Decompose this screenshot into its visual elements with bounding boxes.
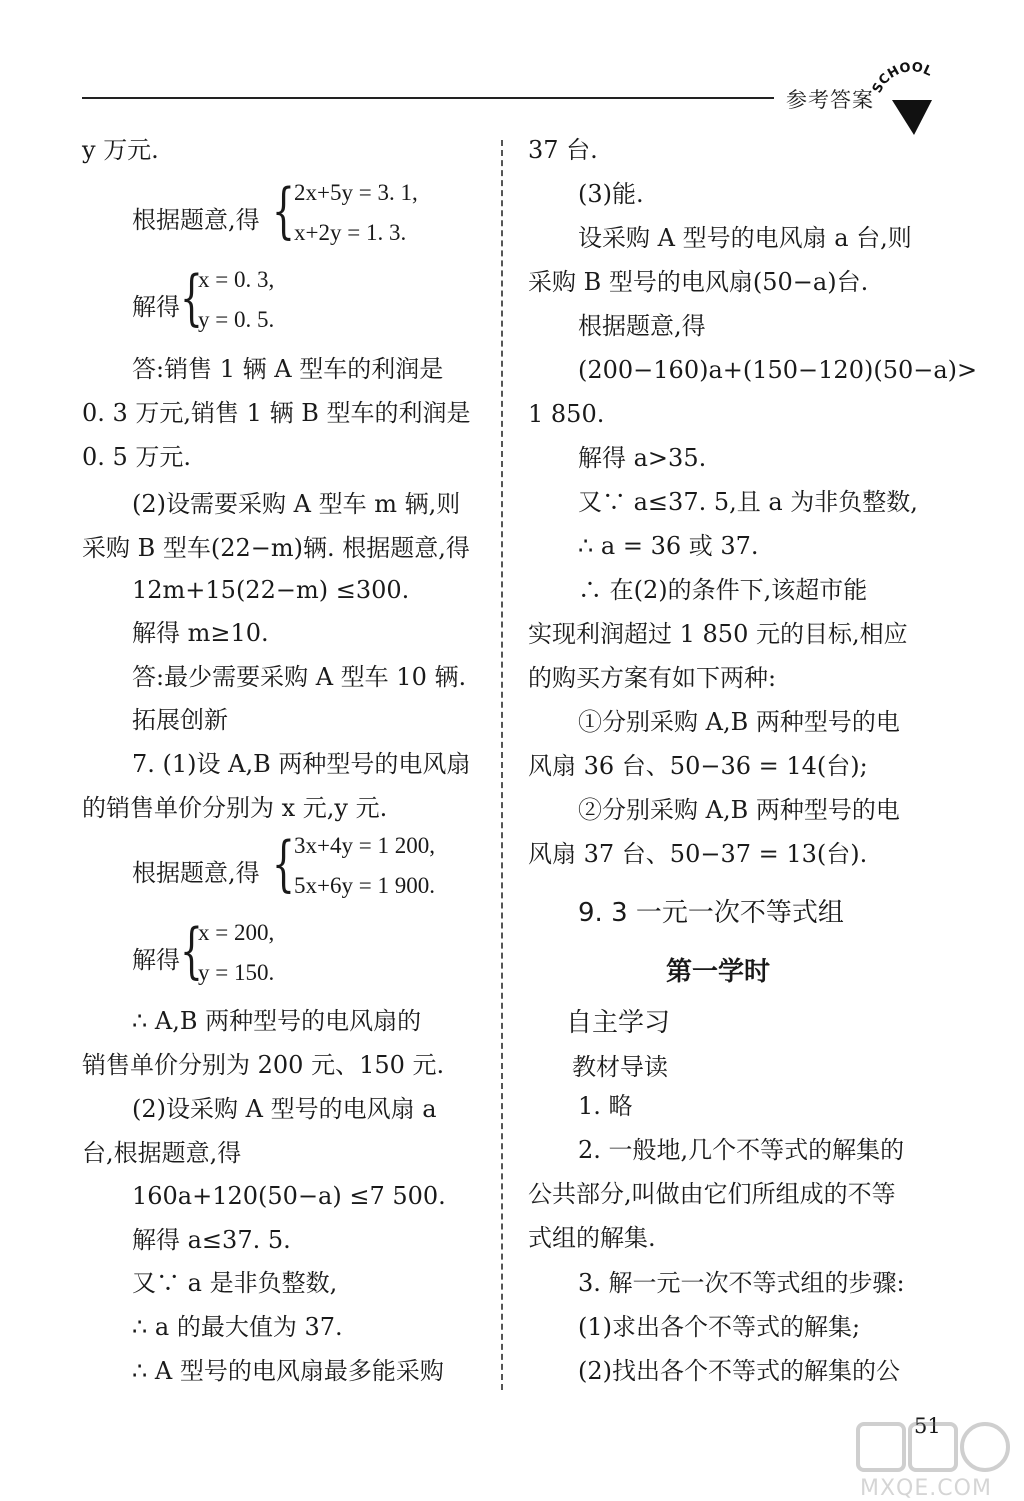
- text-line: ∴ a 的最大值为 37.: [132, 1313, 343, 1341]
- subsection-heading: 教材导读: [572, 1053, 668, 1081]
- text-line: 又∵ a 是非负整数,: [132, 1269, 338, 1297]
- text-line: 答:销售 1 辆 A 型车的利润是: [132, 355, 444, 383]
- text-line: 公共部分,叫做由它们所组成的不等: [528, 1180, 896, 1208]
- text-line: 根据题意,得: [578, 312, 706, 340]
- text-line: y 万元.: [82, 136, 159, 164]
- text-line: ②分别采购 A,B 两种型号的电: [578, 796, 900, 824]
- equation: y = 150.: [198, 960, 275, 985]
- text-line: 风扇 37 台、50−37 = 13(台).: [528, 840, 868, 868]
- text-line: ①分别采购 A,B 两种型号的电: [578, 708, 900, 736]
- svg-text:SCHOOL: [870, 60, 934, 96]
- text-line: 销售单价分别为 200 元、150 元.: [82, 1051, 445, 1079]
- watermark: [850, 1418, 1020, 1501]
- text-line: 1 850.: [528, 400, 605, 428]
- brace-symbol: {: [180, 916, 203, 986]
- text-line: 采购 B 型号的电风扇(50−a)台.: [528, 268, 869, 296]
- text-line: 7. (1)设 A,B 两种型号的电风扇: [132, 750, 471, 778]
- text-line: 答:最少需要采购 A 型车 10 辆.: [132, 663, 467, 691]
- subsection-heading: 自主学习: [566, 1008, 671, 1038]
- equation: 5x+6y = 1 900.: [294, 873, 435, 898]
- text-line: 12m+15(22−m) ≤300.: [132, 576, 410, 604]
- equation: x = 0. 3,: [198, 267, 275, 292]
- subsection-label: 拓展创新: [132, 706, 228, 734]
- text-line: (3)能.: [578, 180, 644, 208]
- text-line: (2)找出各个不等式的解集的公: [578, 1357, 900, 1385]
- text-line: 解得 a>35.: [578, 444, 707, 472]
- equation: x+2y = 1. 3.: [294, 220, 407, 245]
- text-line: 0. 3 万元,销售 1 辆 B 型车的利润是: [82, 399, 471, 427]
- logo-text: SCHOOL: [870, 60, 935, 96]
- text-line: (200−160)a+(150−120)(50−a)>: [578, 356, 978, 384]
- equation: 2x+5y = 3. 1,: [294, 180, 418, 205]
- watermark-logo-icon: [850, 1418, 1020, 1478]
- equation: y = 0. 5.: [198, 307, 275, 332]
- page-number: 51: [914, 1414, 941, 1438]
- brace-symbol: {: [272, 176, 295, 246]
- text-line: 37 台.: [528, 136, 598, 164]
- equation: 3x+4y = 1 200,: [294, 833, 435, 858]
- system-label: 根据题意,得: [132, 206, 260, 234]
- system-label: 解得: [132, 946, 180, 974]
- system-label: 根据题意,得: [132, 859, 260, 887]
- column-divider: [501, 140, 503, 1390]
- text-line: 1. 略: [578, 1092, 633, 1120]
- text-line: 式组的解集.: [528, 1224, 656, 1252]
- text-line: (1)求出各个不等式的解集;: [578, 1313, 861, 1341]
- brace-symbol: {: [180, 263, 203, 333]
- text-line: ∴ A 型号的电风扇最多能采购: [132, 1357, 444, 1385]
- text-line: ∴ a = 36 或 37.: [578, 532, 759, 560]
- header-rule: [82, 97, 774, 99]
- text-line: 2. 一般地,几个不等式的解集的: [578, 1136, 905, 1164]
- text-line: 的购买方案有如下两种:: [528, 664, 777, 692]
- brace-symbol: {: [272, 829, 295, 899]
- school-logo-icon: [870, 60, 950, 140]
- text-line: ∴ A,B 两种型号的电风扇的: [132, 1007, 422, 1035]
- equation: x = 200,: [198, 920, 275, 945]
- text-line: 采购 B 型车(22−m)辆. 根据题意,得: [82, 534, 470, 562]
- text-line: (2)设需要采购 A 型车 m 辆,则: [132, 490, 461, 518]
- text-line: ∴ 在(2)的条件下,该超市能: [578, 576, 868, 604]
- text-line: (2)设采购 A 型号的电风扇 a: [132, 1095, 437, 1123]
- text-line: 实现利润超过 1 850 元的目标,相应: [528, 620, 908, 648]
- text-line: 0. 5 万元.: [82, 443, 192, 471]
- text-line: 又∵ a≤37. 5,且 a 为非负整数,: [578, 488, 918, 516]
- text-line: 台,根据题意,得: [82, 1139, 242, 1167]
- text-line: 的销售单价分别为 x 元,y 元.: [82, 794, 388, 822]
- text-line: 风扇 36 台、50−36 = 14(台);: [528, 752, 868, 780]
- section-title: 9. 3 一元一次不等式组: [578, 898, 844, 928]
- text-line: 解得 m≥10.: [132, 619, 269, 647]
- watermark-text: MXQE.COM: [860, 1476, 992, 1501]
- text-line: 3. 解一元一次不等式组的步骤:: [578, 1269, 905, 1297]
- system-label: 解得: [132, 293, 180, 321]
- text-line: 160a+120(50−a) ≤7 500.: [132, 1182, 446, 1210]
- text-line: 解得 a≤37. 5.: [132, 1226, 291, 1254]
- text-line: 设采购 A 型号的电风扇 a 台,则: [578, 224, 912, 252]
- header-title: 参考答案: [786, 88, 874, 112]
- lesson-title: 第一学时: [666, 957, 771, 987]
